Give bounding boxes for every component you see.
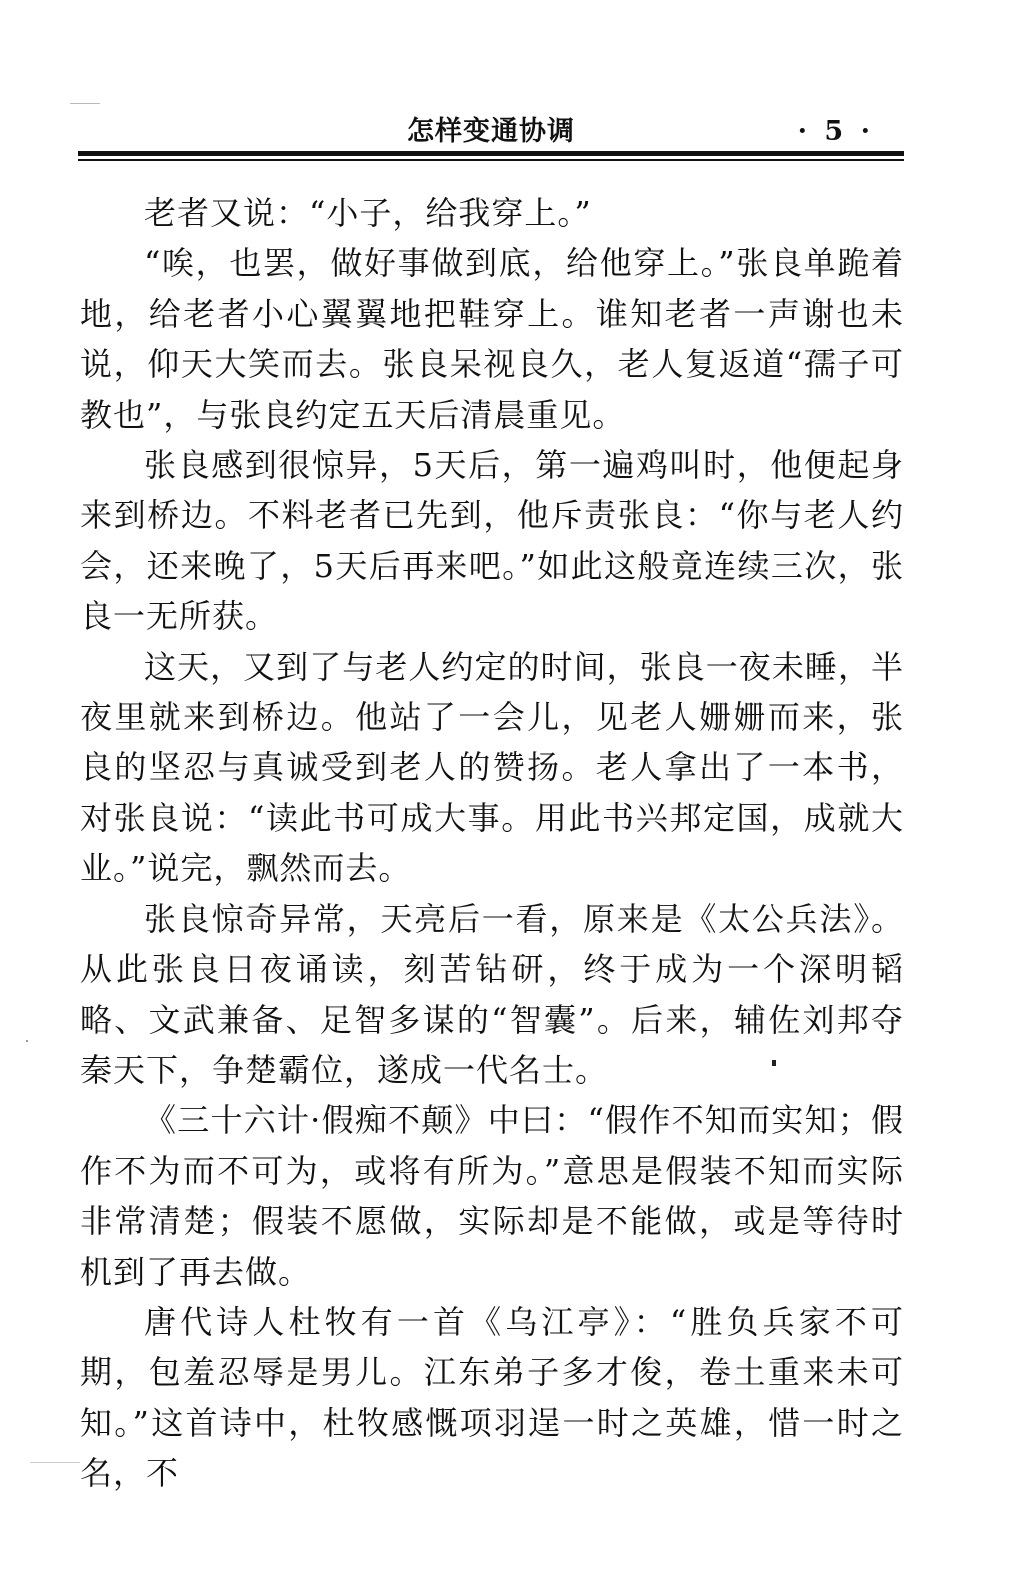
paragraph: 张良惊奇异常，天亮后一看，原来是《太公兵法》。从此张良日夜诵读，刻苦钻研，终于成为一个深明韬略、文武兼备、足智多谋的“智囊”。后来，辅佐刘邦夺秦天下，争楚霸位，遂成一代名士。 [80,899,904,1089]
header-rule-thin [78,159,904,161]
page-header [78,112,904,156]
paragraph: “唉，也罢，做好事做到底，给他穿上。”张良单跪着地，给老者小心翼翼地把鞋穿上。谁知老者一声谢也未说，仰天大笑而去。张良呆视良久，老人复返道“孺子可教也”，与张良约定五天后清晨重见。 [80,244,904,434]
paragraph: 这天，又到了与老人约定的时间，张良一夜未睡，半夜里就来到桥边。他站了一会儿，见老人姗姗而来，张良的坚忍与真诚受到老人的赞扬。老人拿出了一本书，对张良说：“读此书可成大事。用此书兴邦定国，成就大业。”说完，飘然而去。 [80,647,904,888]
body-text [80,188,904,1499]
paragraph: 张良感到很惊异，5天后，第一遍鸡叫时，他便起身来到桥边。不料老者已先到，他斥责张良：“你与老人约会，还来晚了，5天后再来吧。”如此这般竟连续三次，张良一无所获。 [80,446,904,636]
scan-speck [30,1462,80,1463]
running-title: 怎样变通协调 [407,116,575,147]
scan-speck [70,103,100,104]
paragraph: 唐代诗人杜牧有一首《乌江亭》：“胜负兵家不可期，包羞忍辱是男儿。江东弟子多才俊，卷土重来未可知。”这首诗中，杜牧感慨项羽逞一时之英雄，惜一时之名，不 [80,1302,904,1493]
paragraph: 老者又说：“小子，给我穿上。” [144,194,592,232]
paragraph: 《三十六计·假痴不颠》中曰：“假作不知而实知；假作不为而不可为，或将有所为。”意思是假装不知而实际非常清楚；假装不愿做，实际却是不能做，或是等待时机到了再去做。 [80,1101,904,1291]
page-number: · 5 · [797,116,874,147]
scan-speck [26,1040,28,1042]
scan-speck [772,1060,776,1066]
header-rule-thick [78,151,904,156]
